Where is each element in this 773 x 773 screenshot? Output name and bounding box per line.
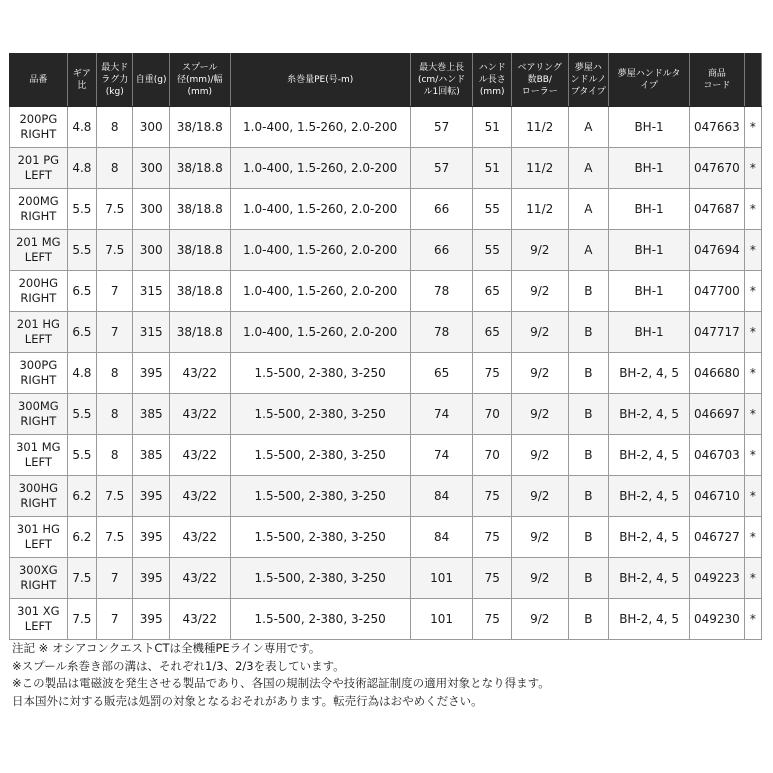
table-row (10, 476, 762, 517)
cell-handle-length: 55 (473, 230, 511, 271)
cell-handle-length: 55 (473, 189, 511, 230)
cell-retrieve-length: 101 (410, 599, 473, 640)
cell-line-capacity: 1.5-500, 2-380, 3-250 (230, 599, 410, 640)
cell-weight: 300 (133, 189, 169, 230)
cell-retrieve-length: 74 (410, 394, 473, 435)
cell-product-code: 046727 (690, 517, 745, 558)
cell-weight: 315 (133, 312, 169, 353)
cell-handle-type: BH-2, 4, 5 (609, 435, 690, 476)
header-max-drag: 最大ド ラグ力 (kg) (97, 54, 133, 107)
cell-retrieve-length: 84 (410, 517, 473, 558)
cell-model: 300HG RIGHT (10, 476, 68, 517)
cell-handle-type: BH-1 (609, 312, 690, 353)
spec-sheet (9, 53, 762, 640)
cell-handle-length: 75 (473, 517, 511, 558)
cell-max-drag: 7 (97, 599, 133, 640)
cell-spool-size: 43/22 (169, 394, 230, 435)
cell-product-code: 047670 (690, 148, 745, 189)
cell-handle-length: 75 (473, 558, 511, 599)
cell-handle-length: 70 (473, 394, 511, 435)
cell-handle-length: 70 (473, 435, 511, 476)
header-handle-length: ハンド ル長さ (mm) (473, 54, 511, 107)
cell-handle-length: 65 (473, 312, 511, 353)
cell-line-capacity: 1.0-400, 1.5-260, 2.0-200 (230, 189, 410, 230)
cell-handle-type: BH-2, 4, 5 (609, 476, 690, 517)
cell-bearings: 9/2 (511, 271, 568, 312)
cell-knob-type: B (568, 394, 608, 435)
table-row (10, 353, 762, 394)
cell-weight: 300 (133, 107, 169, 148)
cell-retrieve-length: 57 (410, 148, 473, 189)
table-row (10, 189, 762, 230)
header-knob-type: 夢屋ハ ンドルノ ブタイプ (568, 54, 608, 107)
cell-max-drag: 8 (97, 394, 133, 435)
cell-handle-length: 75 (473, 353, 511, 394)
cell-gear-ratio: 5.5 (67, 435, 96, 476)
cell-product-code: 049230 (690, 599, 745, 640)
cell-handle-length: 51 (473, 107, 511, 148)
cell-retrieve-length: 84 (410, 476, 473, 517)
cell-mark: * (744, 435, 761, 476)
cell-max-drag: 8 (97, 353, 133, 394)
cell-weight: 395 (133, 558, 169, 599)
cell-spool-size: 38/18.8 (169, 230, 230, 271)
cell-mark: * (744, 353, 761, 394)
cell-retrieve-length: 65 (410, 353, 473, 394)
cell-max-drag: 8 (97, 435, 133, 476)
cell-max-drag: 8 (97, 148, 133, 189)
cell-bearings: 9/2 (511, 312, 568, 353)
cell-retrieve-length: 78 (410, 271, 473, 312)
cell-mark: * (744, 394, 761, 435)
cell-product-code: 047687 (690, 189, 745, 230)
header-model: 品番 (10, 54, 68, 107)
cell-weight: 300 (133, 230, 169, 271)
cell-max-drag: 8 (97, 107, 133, 148)
cell-retrieve-length: 57 (410, 107, 473, 148)
cell-model: 200MG RIGHT (10, 189, 68, 230)
cell-line-capacity: 1.0-400, 1.5-260, 2.0-200 (230, 107, 410, 148)
header-gear-ratio: ギア 比 (67, 54, 96, 107)
table-row (10, 517, 762, 558)
table-row (10, 435, 762, 476)
cell-weight: 395 (133, 353, 169, 394)
cell-bearings: 9/2 (511, 394, 568, 435)
cell-gear-ratio: 4.8 (67, 353, 96, 394)
cell-knob-type: B (568, 353, 608, 394)
cell-knob-type: A (568, 148, 608, 189)
cell-knob-type: B (568, 435, 608, 476)
table-row (10, 599, 762, 640)
cell-line-capacity: 1.0-400, 1.5-260, 2.0-200 (230, 230, 410, 271)
cell-handle-length: 75 (473, 476, 511, 517)
cell-gear-ratio: 5.5 (67, 189, 96, 230)
footnote-line: 日本国外に対する販売は処罰の対象となるおそれがあります。転売行為はおやめください。 (12, 693, 483, 708)
header-product-code: 商品 コード (690, 54, 745, 107)
cell-mark: * (744, 558, 761, 599)
cell-mark: * (744, 599, 761, 640)
cell-max-drag: 7.5 (97, 517, 133, 558)
cell-model: 301 HG LEFT (10, 517, 68, 558)
cell-bearings: 9/2 (511, 476, 568, 517)
cell-bearings: 9/2 (511, 599, 568, 640)
header-retrieve-length: 最大巻上長 (cm/ハンド ル1回転) (410, 54, 473, 107)
cell-gear-ratio: 4.8 (67, 107, 96, 148)
cell-product-code: 046697 (690, 394, 745, 435)
cell-retrieve-length: 101 (410, 558, 473, 599)
cell-knob-type: B (568, 558, 608, 599)
cell-handle-type: BH-1 (609, 230, 690, 271)
header-mark (744, 54, 761, 107)
cell-spool-size: 43/22 (169, 517, 230, 558)
cell-bearings: 11/2 (511, 148, 568, 189)
cell-spool-size: 38/18.8 (169, 189, 230, 230)
cell-handle-type: BH-2, 4, 5 (609, 353, 690, 394)
cell-line-capacity: 1.0-400, 1.5-260, 2.0-200 (230, 312, 410, 353)
cell-model: 300PG RIGHT (10, 353, 68, 394)
table-row (10, 271, 762, 312)
cell-handle-type: BH-1 (609, 107, 690, 148)
cell-max-drag: 7.5 (97, 230, 133, 271)
cell-model: 301 MG LEFT (10, 435, 68, 476)
footnote-line: ※スプール糸巻き部の溝は、それぞれ1/3、2/3を表しています。 (12, 658, 345, 673)
table-row (10, 312, 762, 353)
cell-gear-ratio: 5.5 (67, 394, 96, 435)
header-weight: 自重(g) (133, 54, 169, 107)
cell-bearings: 11/2 (511, 107, 568, 148)
cell-spool-size: 38/18.8 (169, 271, 230, 312)
cell-model: 200HG RIGHT (10, 271, 68, 312)
cell-spool-size: 38/18.8 (169, 312, 230, 353)
cell-knob-type: A (568, 189, 608, 230)
header-spool-size: スプール 径(mm)/幅 (mm) (169, 54, 230, 107)
cell-line-capacity: 1.5-500, 2-380, 3-250 (230, 517, 410, 558)
header-row (10, 54, 762, 107)
cell-model: 201 MG LEFT (10, 230, 68, 271)
header-handle-type: 夢屋ハンドルタ イプ (609, 54, 690, 107)
cell-retrieve-length: 66 (410, 189, 473, 230)
cell-line-capacity: 1.5-500, 2-380, 3-250 (230, 394, 410, 435)
cell-weight: 300 (133, 148, 169, 189)
cell-max-drag: 7 (97, 558, 133, 599)
cell-weight: 315 (133, 271, 169, 312)
cell-model: 300MG RIGHT (10, 394, 68, 435)
cell-handle-type: BH-2, 4, 5 (609, 558, 690, 599)
cell-handle-type: BH-1 (609, 148, 690, 189)
spec-table (9, 53, 762, 640)
table-row (10, 148, 762, 189)
cell-knob-type: B (568, 312, 608, 353)
cell-model: 201 PG LEFT (10, 148, 68, 189)
table-row (10, 107, 762, 148)
cell-mark: * (744, 271, 761, 312)
cell-handle-type: BH-1 (609, 271, 690, 312)
cell-bearings: 9/2 (511, 517, 568, 558)
cell-retrieve-length: 74 (410, 435, 473, 476)
cell-weight: 395 (133, 517, 169, 558)
cell-spool-size: 38/18.8 (169, 107, 230, 148)
header-bearings: ベアリング 数BB/ ローラー (511, 54, 568, 107)
cell-max-drag: 7.5 (97, 189, 133, 230)
cell-spool-size: 43/22 (169, 558, 230, 599)
cell-line-capacity: 1.0-400, 1.5-260, 2.0-200 (230, 148, 410, 189)
footnotes (12, 640, 762, 710)
cell-model: 300XG RIGHT (10, 558, 68, 599)
table-row (10, 230, 762, 271)
table-row (10, 558, 762, 599)
cell-weight: 385 (133, 435, 169, 476)
cell-gear-ratio: 4.8 (67, 148, 96, 189)
cell-mark: * (744, 189, 761, 230)
cell-bearings: 9/2 (511, 230, 568, 271)
cell-spool-size: 43/22 (169, 353, 230, 394)
cell-retrieve-length: 66 (410, 230, 473, 271)
cell-handle-length: 51 (473, 148, 511, 189)
cell-knob-type: A (568, 230, 608, 271)
cell-mark: * (744, 230, 761, 271)
footnote-line: 注記 ※ オシアコンクエストCTは全機種PEライン専用です。 (12, 641, 321, 655)
cell-product-code: 047694 (690, 230, 745, 271)
cell-handle-type: BH-2, 4, 5 (609, 517, 690, 558)
cell-gear-ratio: 7.5 (67, 599, 96, 640)
cell-mark: * (744, 148, 761, 189)
cell-weight: 385 (133, 394, 169, 435)
footnote-line: ※この製品は電磁波を発生させる製品であり、各国の規制法令や技術認証制度の適用対象となり得ます。 (12, 676, 550, 690)
spec-table-body (10, 107, 762, 640)
cell-gear-ratio: 6.2 (67, 476, 96, 517)
cell-bearings: 9/2 (511, 353, 568, 394)
cell-handle-type: BH-2, 4, 5 (609, 599, 690, 640)
cell-mark: * (744, 517, 761, 558)
cell-max-drag: 7 (97, 271, 133, 312)
cell-gear-ratio: 6.5 (67, 271, 96, 312)
cell-handle-type: BH-2, 4, 5 (609, 394, 690, 435)
cell-knob-type: B (568, 271, 608, 312)
cell-line-capacity: 1.5-500, 2-380, 3-250 (230, 476, 410, 517)
cell-line-capacity: 1.0-400, 1.5-260, 2.0-200 (230, 271, 410, 312)
cell-spool-size: 43/22 (169, 476, 230, 517)
cell-gear-ratio: 7.5 (67, 558, 96, 599)
cell-mark: * (744, 312, 761, 353)
cell-weight: 395 (133, 599, 169, 640)
cell-model: 200PG RIGHT (10, 107, 68, 148)
cell-line-capacity: 1.5-500, 2-380, 3-250 (230, 353, 410, 394)
cell-bearings: 9/2 (511, 558, 568, 599)
cell-max-drag: 7.5 (97, 476, 133, 517)
cell-handle-type: BH-1 (609, 189, 690, 230)
cell-product-code: 046710 (690, 476, 745, 517)
cell-product-code: 046680 (690, 353, 745, 394)
cell-line-capacity: 1.5-500, 2-380, 3-250 (230, 558, 410, 599)
cell-handle-length: 75 (473, 599, 511, 640)
cell-product-code: 047663 (690, 107, 745, 148)
cell-spool-size: 38/18.8 (169, 148, 230, 189)
cell-knob-type: B (568, 476, 608, 517)
cell-retrieve-length: 78 (410, 312, 473, 353)
header-line-capacity: 糸巻量PE(号-m) (230, 54, 410, 107)
cell-max-drag: 7 (97, 312, 133, 353)
cell-gear-ratio: 5.5 (67, 230, 96, 271)
cell-product-code: 049223 (690, 558, 745, 599)
cell-knob-type: B (568, 517, 608, 558)
cell-mark: * (744, 107, 761, 148)
cell-handle-length: 65 (473, 271, 511, 312)
cell-model: 301 XG LEFT (10, 599, 68, 640)
cell-gear-ratio: 6.5 (67, 312, 96, 353)
cell-bearings: 9/2 (511, 435, 568, 476)
cell-weight: 395 (133, 476, 169, 517)
cell-spool-size: 43/22 (169, 599, 230, 640)
cell-gear-ratio: 6.2 (67, 517, 96, 558)
cell-knob-type: A (568, 107, 608, 148)
cell-product-code: 047717 (690, 312, 745, 353)
cell-model: 201 HG LEFT (10, 312, 68, 353)
cell-mark: * (744, 476, 761, 517)
cell-spool-size: 43/22 (169, 435, 230, 476)
cell-bearings: 11/2 (511, 189, 568, 230)
cell-knob-type: B (568, 599, 608, 640)
cell-product-code: 046703 (690, 435, 745, 476)
cell-line-capacity: 1.5-500, 2-380, 3-250 (230, 435, 410, 476)
table-row (10, 394, 762, 435)
cell-product-code: 047700 (690, 271, 745, 312)
